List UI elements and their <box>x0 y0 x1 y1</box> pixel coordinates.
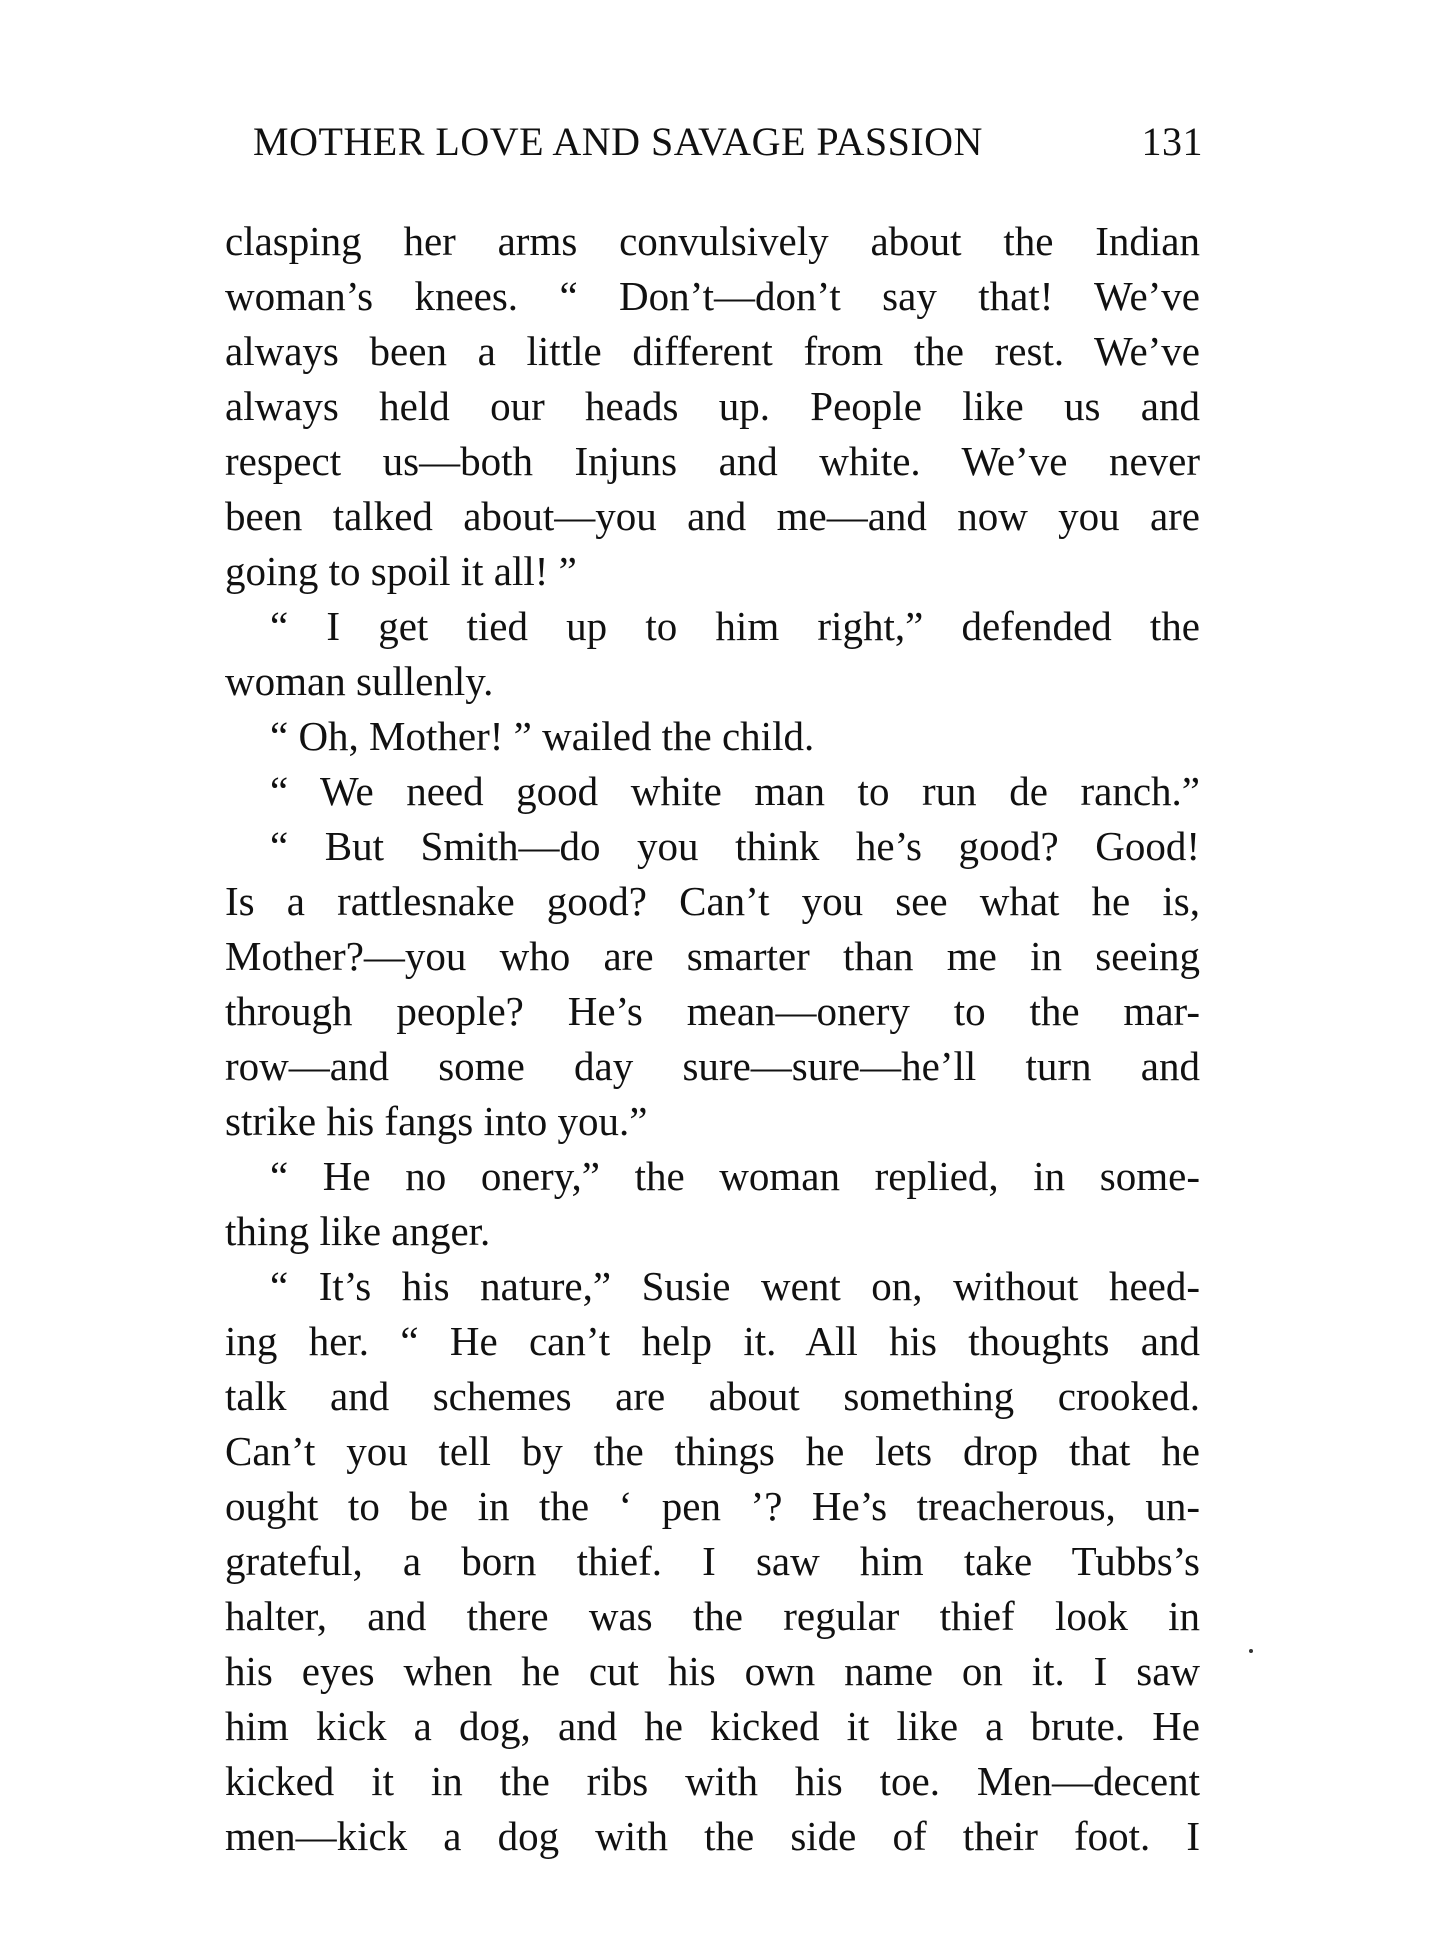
text-line: respect us—both Injuns and white. We’ve never <box>225 438 1200 484</box>
print-speck <box>1249 1649 1253 1653</box>
text-line: ought to be in the ‘ pen ’? He’s treacherous, un- <box>225 1483 1200 1529</box>
text-line: going to spoil it all! ” <box>225 548 577 594</box>
text-line: talk and schemes are about something crooked. <box>225 1373 1200 1419</box>
body-text <box>225 214 1200 1864</box>
text-line: always held our heads up. People like us and <box>225 383 1200 429</box>
text-line: woman sullenly. <box>225 658 494 704</box>
text-line: clasping her arms convulsively about the Indian <box>225 218 1200 264</box>
text-line: grateful, a born thief. I saw him take Tubbs’s <box>225 1538 1200 1584</box>
text-line: halter, and there was the regular thief look in <box>225 1593 1200 1639</box>
text-line: always been a little different from the rest. We’ve <box>225 328 1200 374</box>
text-line: strike his fangs into you.” <box>225 1098 648 1144</box>
text-line: woman’s knees. “ Don’t—don’t say that! We’ve <box>225 273 1200 319</box>
text-line: “ But Smith—do you think he’s good? Good! <box>270 823 1200 869</box>
text-line: “ We need good white man to run de ranch.” <box>270 768 1200 814</box>
text-line: Mother?—you who are smarter than me in seeing <box>225 933 1200 979</box>
text-line: him kick a dog, and he kicked it like a brute. He <box>225 1703 1200 1749</box>
running-head <box>253 118 1203 174</box>
text-line: his eyes when he cut his own name on it. I saw <box>225 1648 1200 1694</box>
text-line: “ It’s his nature,” Susie went on, without heed- <box>270 1263 1200 1309</box>
text-line: “ Oh, Mother! ” wailed the child. <box>270 713 815 759</box>
text-line: Is a rattlesnake good? Can’t you see what he is, <box>225 878 1200 924</box>
running-head-title: MOTHER LOVE AND SAVAGE PASSION <box>253 119 983 164</box>
page-number: 131 <box>1141 119 1203 164</box>
text-line: through people? He’s mean—onery to the mar- <box>225 988 1200 1034</box>
text-line: men—kick a dog with the side of their foot. I <box>225 1813 1200 1859</box>
text-line: been talked about—you and me—and now you are <box>225 493 1200 539</box>
text-line: ing her. “ He can’t help it. All his thoughts and <box>225 1318 1200 1364</box>
text-line: row—and some day sure—sure—he’ll turn and <box>225 1043 1200 1089</box>
text-line: Can’t you tell by the things he lets drop that he <box>225 1428 1200 1474</box>
text-line: “ He no onery,” the woman replied, in some- <box>270 1153 1200 1199</box>
text-line: kicked it in the ribs with his toe. Men—decent <box>225 1758 1200 1804</box>
text-line: “ I get tied up to him right,” defended the <box>270 603 1200 649</box>
text-line: thing like anger. <box>225 1208 491 1254</box>
